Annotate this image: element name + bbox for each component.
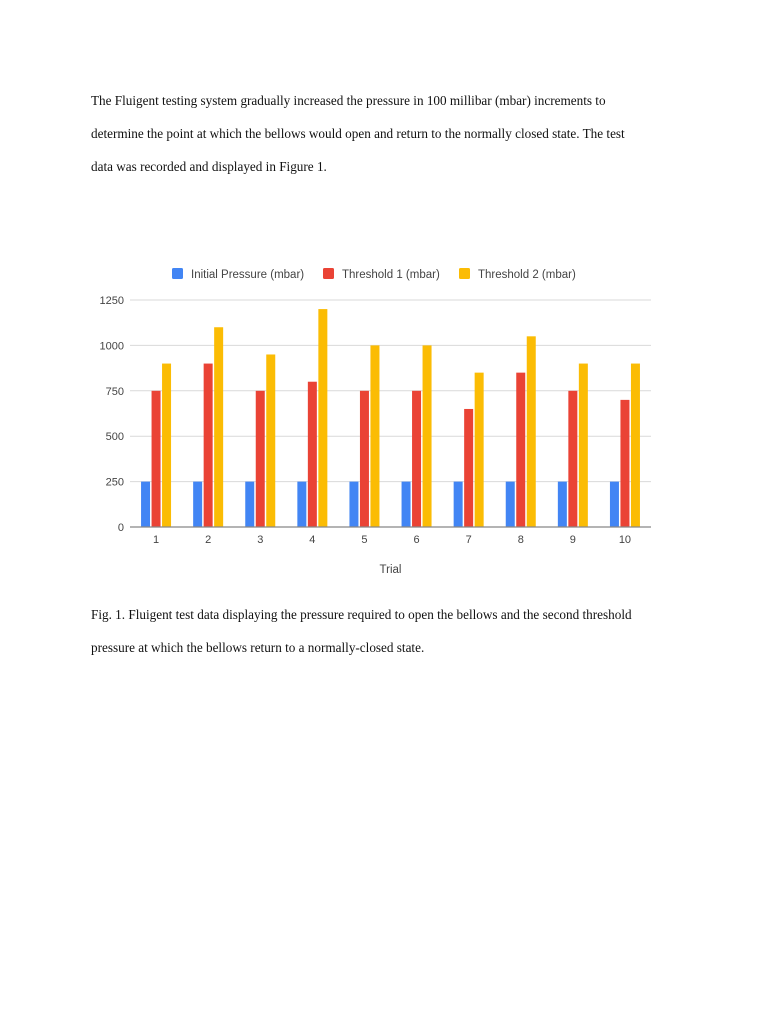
x-tick-label: 1	[152, 534, 160, 546]
bar-series-1-trial-2	[193, 482, 202, 527]
intro-line: data was recorded and displayed in Figure 1.	[91, 159, 327, 174]
bar-series-2-trial-10	[620, 400, 629, 527]
bar-series-3-trial-5	[370, 345, 379, 527]
bar-series-2-trial-4	[308, 382, 317, 527]
x-tick-label: 3	[257, 534, 264, 546]
bar-series-1-trial-6	[402, 482, 411, 527]
x-tick-label: 9	[569, 534, 576, 546]
legend-label: Threshold 1 (mbar)	[342, 269, 440, 281]
y-axis-tick-labels	[100, 295, 124, 534]
bar-series-3-trial-2	[214, 327, 223, 527]
legend-swatch	[459, 268, 470, 279]
y-tick-label: 500	[105, 431, 124, 444]
y-tick-label: 250	[105, 476, 124, 489]
y-tick-label: 750	[105, 385, 124, 398]
bar-series-3-trial-8	[527, 336, 536, 527]
bar-series-1-trial-1	[141, 482, 150, 527]
figure-caption	[91, 598, 691, 664]
bar-series-2-trial-6	[412, 391, 421, 527]
legend-swatch	[323, 268, 334, 279]
bar-series-3-trial-9	[579, 364, 588, 527]
bar-series-3-trial-7	[475, 373, 484, 527]
legend-label: Threshold 2 (mbar)	[478, 269, 576, 281]
bar-series-1-trial-4	[297, 482, 306, 527]
y-tick-label: 1250	[99, 295, 124, 307]
x-tick-label: 2	[205, 534, 212, 546]
bar-series-1-trial-7	[454, 482, 463, 527]
bar-series-2-trial-2	[204, 364, 213, 527]
bar-series-3-trial-1	[162, 364, 171, 527]
bar-chart	[0, 250, 768, 590]
x-axis-title: Trial	[379, 564, 402, 576]
bar-series-1-trial-10	[610, 482, 619, 527]
bar-series-3-trial-3	[266, 354, 275, 527]
y-tick-label: 1000	[99, 340, 124, 353]
x-tick-label: 6	[413, 534, 420, 546]
bar-series-2-trial-7	[464, 409, 473, 527]
caption-line: Fig. 1. Fluigent test data displaying the pressure required to open the bellows and the second threshold	[91, 607, 632, 622]
bar-series-3-trial-4	[318, 309, 327, 527]
bar-series-2-trial-8	[516, 373, 525, 527]
bar-series-3-trial-6	[423, 345, 432, 527]
bar-series-1-trial-5	[349, 482, 358, 527]
x-axis-tick-labels	[153, 534, 631, 546]
x-tick-label: 7	[465, 534, 472, 546]
bar-series-1-trial-8	[506, 482, 515, 527]
legend-label: Initial Pressure (mbar)	[191, 269, 305, 281]
bar-series-1-trial-3	[245, 482, 254, 527]
legend-swatch	[172, 268, 183, 279]
bar-series-2-trial-5	[360, 391, 369, 527]
intro-line: determine the point at which the bellows would open and return to the normally closed state. The test	[91, 126, 625, 141]
intro-line: The Fluigent testing system gradually increased the pressure in 100 millibar (mbar) increments to	[91, 93, 606, 108]
caption-line: pressure at which the bellows return to a normally-closed state.	[91, 640, 425, 655]
chart-bars	[141, 309, 640, 527]
intro-paragraph	[91, 84, 691, 183]
bar-series-3-trial-10	[631, 364, 640, 527]
x-tick-label: 4	[309, 534, 316, 546]
bar-series-2-trial-9	[568, 391, 577, 527]
x-tick-label: 10	[618, 534, 632, 546]
x-tick-label: 5	[361, 534, 368, 546]
bar-series-2-trial-1	[152, 391, 161, 527]
chart-legend	[172, 268, 576, 281]
x-tick-label: 8	[517, 534, 524, 546]
bar-series-2-trial-3	[256, 391, 265, 527]
bar-series-1-trial-9	[558, 482, 567, 527]
y-tick-label: 0	[117, 522, 124, 534]
